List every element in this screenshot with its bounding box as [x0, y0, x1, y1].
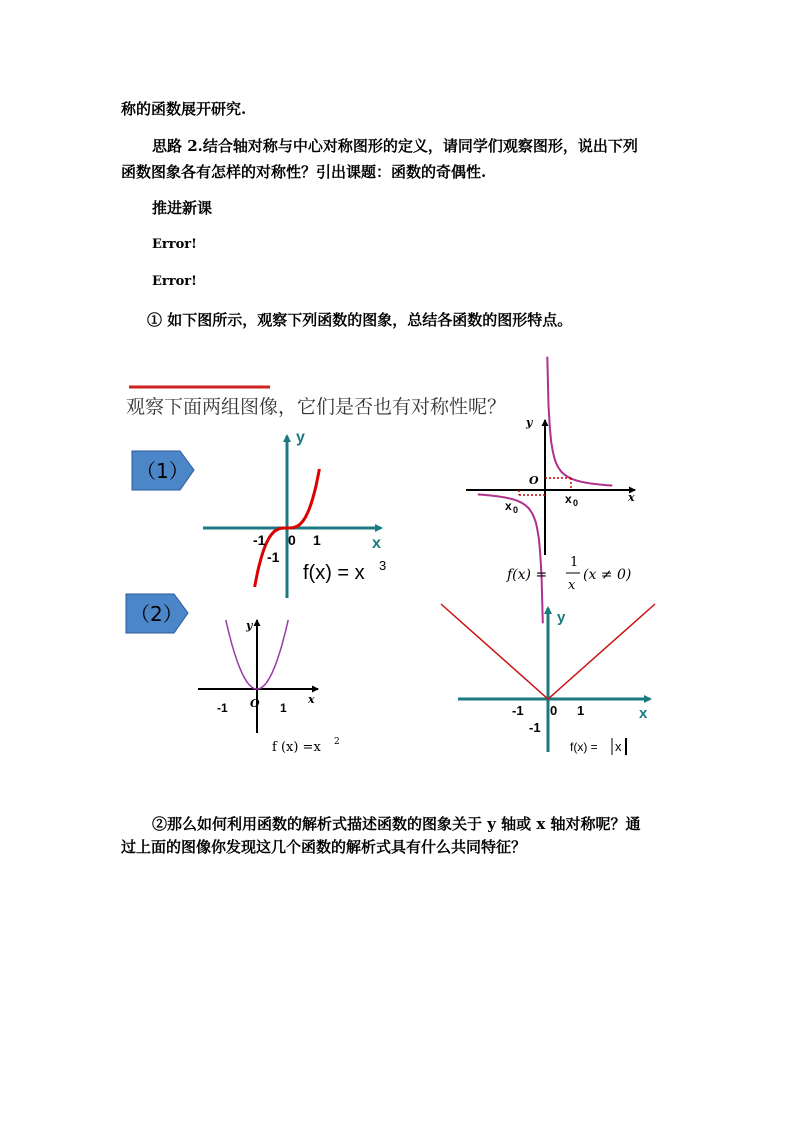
- graph-cubic-formula-exp: 3: [379, 558, 387, 573]
- badge-group-1: [132, 451, 194, 490]
- graph-cubic-tick-0: 0: [288, 532, 296, 548]
- graph-cubic-tick-1: 1: [313, 532, 321, 548]
- graph-absolute: [441, 604, 655, 755]
- graph-reciprocal-x-label: x: [628, 491, 635, 504]
- graph-parabola-origin: O: [250, 697, 260, 710]
- graph-cubic-tick-neg1: -1: [253, 532, 266, 548]
- paragraph-question-line1: ②那么如何利用函数的解析式描述函数的图象关于 y 轴或 x 轴对称呢？通: [152, 815, 641, 833]
- graph-reciprocal-y-label: y: [526, 416, 533, 429]
- graph-cubic-formula: f(x) = x: [303, 562, 365, 584]
- graph-absolute-tick-neg1: -1: [512, 703, 524, 718]
- graph-parabola-tick-1: 1: [280, 701, 287, 715]
- section-heading-new-lesson: 推进新课: [152, 199, 213, 217]
- graph-parabola-formula-exp: 2: [334, 737, 340, 747]
- graph-absolute-tick-yneg1: -1: [529, 720, 541, 735]
- graph-reciprocal-formula: f(x) =: [507, 567, 548, 583]
- badge-2-label: （2）: [130, 602, 183, 626]
- graph-reciprocal-x0-right-sub: 0: [573, 498, 579, 508]
- graph-parabola-formula: f (x) =x: [272, 740, 321, 755]
- badge-1-label: （1）: [136, 459, 189, 483]
- error-text-1: Error!: [152, 237, 197, 252]
- graph-reciprocal-branch-right: [547, 357, 612, 486]
- graph-absolute-x-label: x: [639, 705, 648, 722]
- graph-absolute-abs-x: x: [615, 739, 622, 754]
- graph-reciprocal-condition: (x ≠ 0): [583, 567, 632, 583]
- graph-absolute-formula: f(x) =: [570, 740, 598, 754]
- graph-absolute-y-label: y: [557, 609, 566, 626]
- paragraph-observe: ① 如下图所示，观察下列函数的图象，总结各函数的图形特点。: [147, 311, 573, 329]
- error-text-2: Error!: [152, 274, 197, 289]
- graph-cubic-tick-yneg1: -1: [267, 549, 280, 565]
- paragraph-idea-2-line1: 思路 2.结合轴对称与中心对称图形的定义，请同学们观察图形，说出下列: [152, 137, 638, 155]
- graph-reciprocal-numerator: 1: [570, 555, 579, 570]
- graph-parabola: [198, 619, 340, 755]
- graph-cubic-y-label: y: [296, 429, 305, 446]
- graph-parabola-tick-neg1: -1: [217, 701, 228, 715]
- graph-absolute-tick-0: 0: [550, 703, 558, 718]
- graph-reciprocal-branch-left: [478, 495, 543, 624]
- badge-group-2: [126, 594, 188, 633]
- graph-cubic: [203, 429, 386, 598]
- figure-title: 观察下面两组图像，它们是否也有对称性呢？: [126, 396, 507, 418]
- graph-reciprocal-x0-right: x: [565, 492, 572, 506]
- paragraph-idea-2-line2: 函数图象各有怎样的对称性？引出课题：函数的奇偶性.: [121, 163, 487, 181]
- paragraph-continuation: 称的函数展开研究.: [121, 100, 247, 118]
- graph-reciprocal-denominator: x: [568, 578, 576, 593]
- paragraph-question-line2: 过上面的图像你发现这几个函数的解析式具有什么共同特征？: [121, 838, 527, 856]
- graph-cubic-x-label: x: [372, 535, 381, 552]
- graph-parabola-y-label: y: [246, 619, 253, 632]
- graph-reciprocal-x0-left-sub: 0: [513, 505, 519, 515]
- graph-absolute-tick-1: 1: [577, 703, 585, 718]
- graph-reciprocal-origin: O: [529, 474, 539, 487]
- graph-parabola-x-label: x: [308, 693, 315, 706]
- graph-reciprocal-x0-left: x: [505, 499, 512, 513]
